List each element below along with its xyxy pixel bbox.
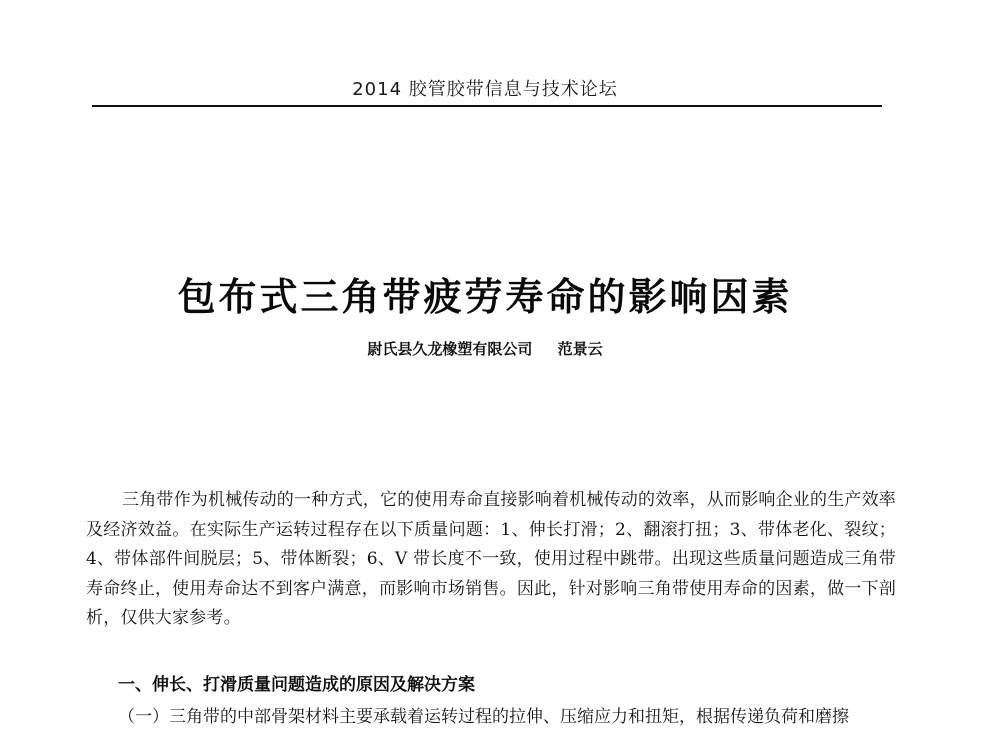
running-head: 2014 胶管胶带信息与技术论坛 bbox=[352, 79, 618, 100]
header-rule bbox=[92, 105, 882, 107]
intro-paragraph: 三角带作为机械传动的一种方式，它的使用寿命直接影响着机械传动的效率，从而影响企业的生产效率及经济效益。在实际生产运转过程存在以下质量问题：1、伸长打滑；2、翻滚打扭；3、带体老化、裂纹；4、带体部件间脱层；5、带体断裂；6、V 带长度不一致，使用过程中跳带。出现这些质量问题造成三角带寿命终止，使用寿命达不到客户满意，而影响市场销售。因此，针对影响三角带使用寿命的因素，做一下剖析，仅供大家参考。 bbox=[86, 490, 896, 628]
author-affiliation: 尉氏县久龙橡塑有限公司 bbox=[367, 340, 533, 358]
author-name: 范景云 bbox=[557, 340, 603, 358]
section-body-partial-line: （一）三角带的中部骨架材料主要承载着运转过程的拉伸、压缩应力和扭矩，根据传递负荷和磨擦 bbox=[118, 707, 849, 727]
article-title: 包布式三角带疲劳寿命的影响因素 bbox=[177, 274, 793, 319]
section-heading: 一、伸长、打滑质量问题造成的原因及解决方案 bbox=[118, 675, 475, 695]
author-line bbox=[90, 338, 880, 359]
